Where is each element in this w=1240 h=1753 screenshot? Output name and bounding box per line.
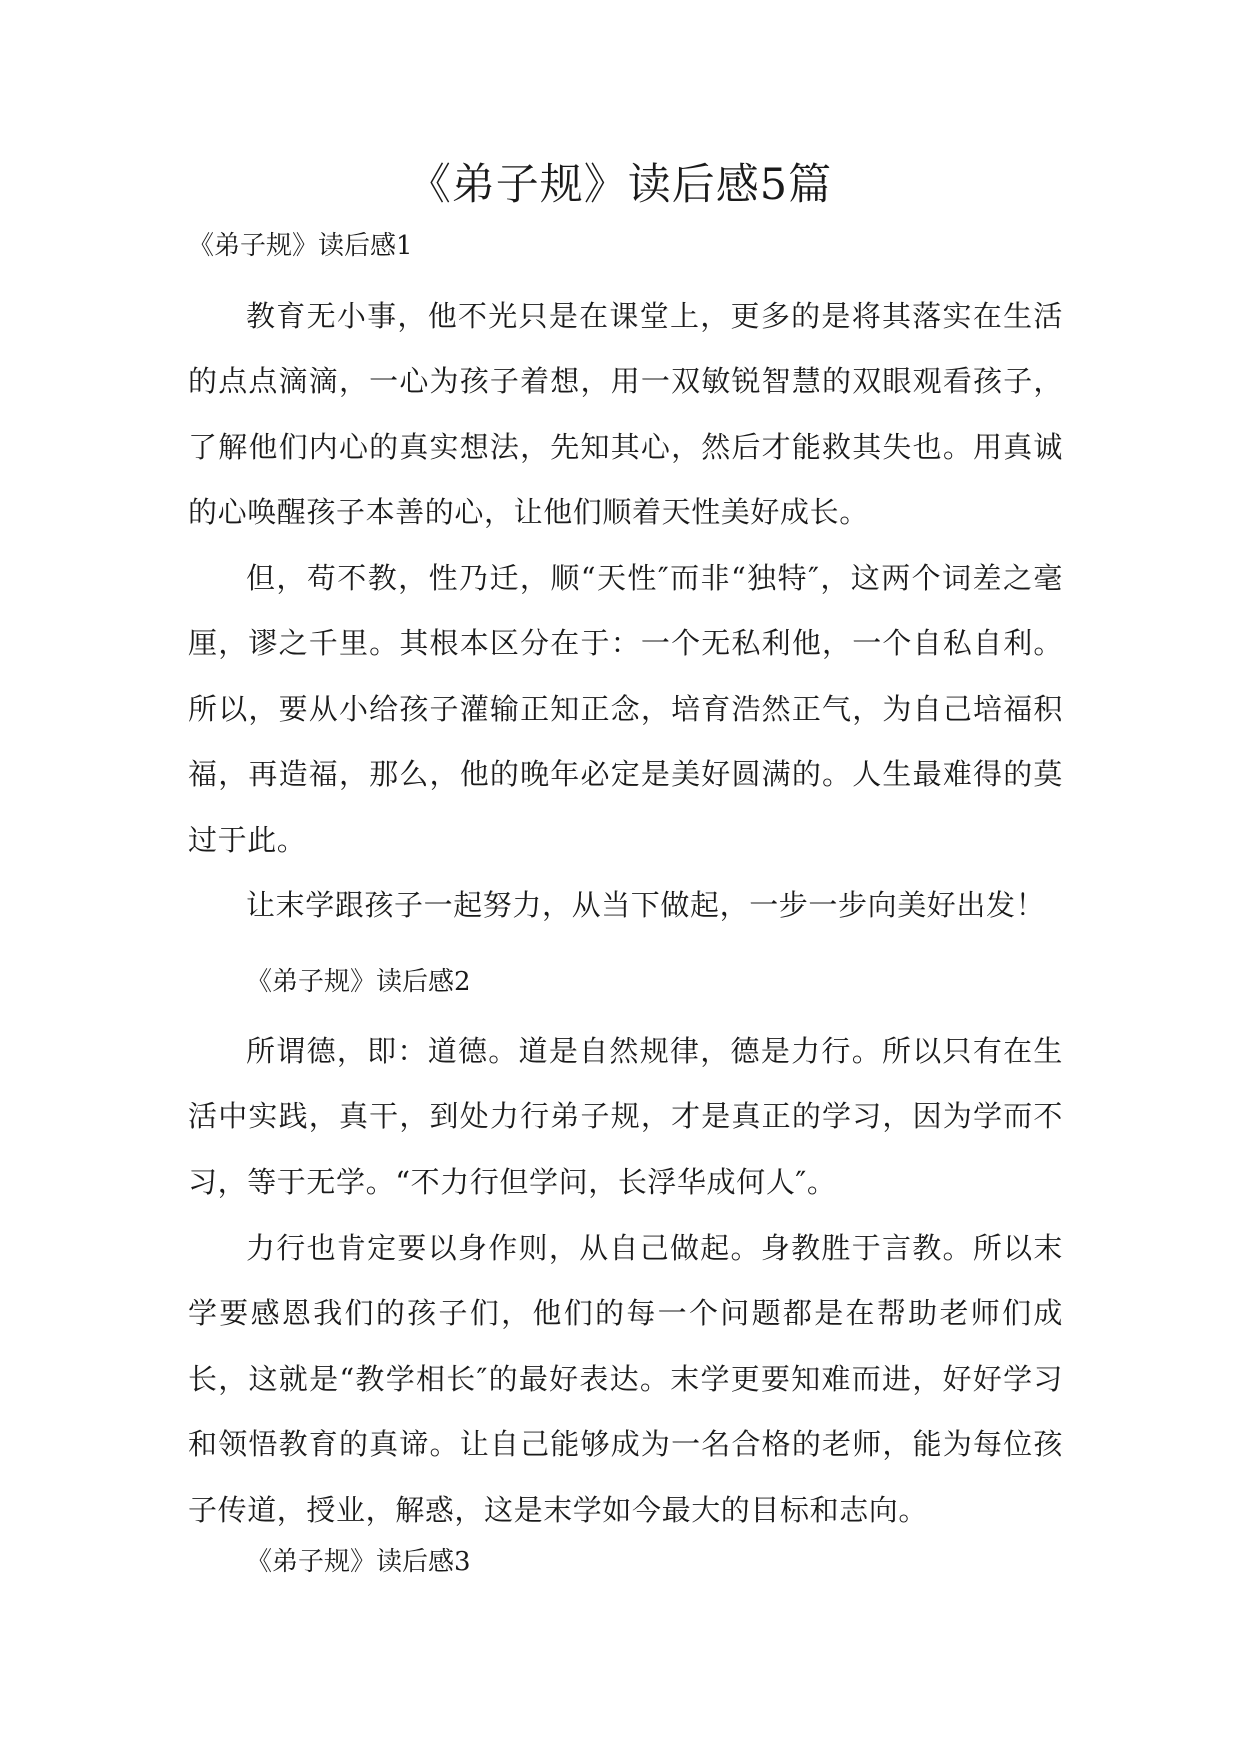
paragraph: 力行也肯定要以身作则，从自己做起。身教胜于言教。所以末学要感恩我们的孩子们，他们的每一个问题都是在帮助老师们成长，这就是“教学相长″的最好表达。末学更要知难而进，好好学习和领悟教育的真谛。让自己能够成为一名合格的老师，能为每位孩子传道，授业，解惑，这是末学如今最大的目标和志向。 (188, 1231, 1063, 1527)
document-title: 《弟子规》读后感5篇 (407, 160, 833, 210)
section-heading-1: 《弟子规》读后感1 (188, 231, 413, 261)
section-heading-2: 《弟子规》读后感2 (246, 967, 471, 997)
paragraph: 但，苟不教，性乃迁，顺“天性″而非“独特″，这两个词差之毫厘，谬之千里。其根本区分在于：一个无私利他，一个自私自利。所以，要从小给孩子灌输正知正念，培育浩然正气，为自己培福积福，再造福，那么，他的晚年必定是美好圆满的。人生最难得的莫过于此。 (188, 561, 1063, 857)
paragraph: 让末学跟孩子一起努力，从当下做起，一步一步向美好出发！ (246, 888, 1046, 922)
paragraph: 所谓德，即：道德。道是自然规律，德是力行。所以只有在生活中实践，真干，到处力行弟子规，才是真正的学习，因为学而不习，等于无学。“不力行但学问，长浮华成何人″。 (188, 1034, 1063, 1199)
paragraph: 教育无小事，他不光只是在课堂上，更多的是将其落实在生活的点点滴滴，一心为孩子着想，用一双敏锐智慧的双眼观看孩子，了解他们内心的真实想法，先知其心，然后才能救其失也。用真诚的心唤醒孩子本善的心，让他们顺着天性美好成长。 (188, 299, 1063, 530)
section-heading-3: 《弟子规》读后感3 (246, 1547, 471, 1577)
